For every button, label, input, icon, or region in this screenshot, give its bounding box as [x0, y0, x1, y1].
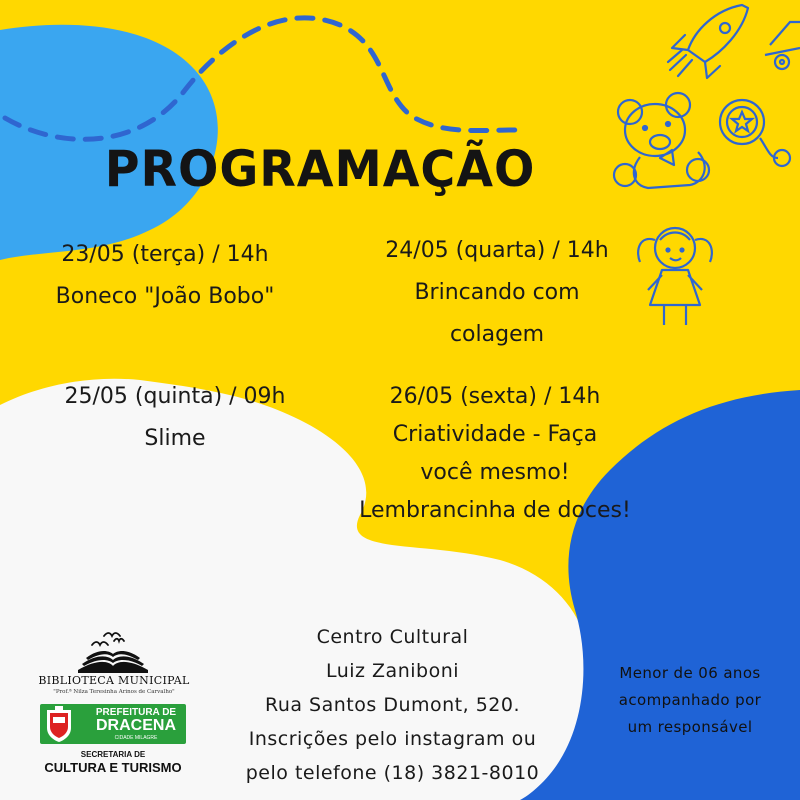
library-name: BIBLIOTECA MUNICIPAL — [38, 674, 190, 687]
event-2-activity-line-1: Brincando com — [414, 280, 580, 305]
event-1-activity: Boneco "João Bobo" — [55, 284, 275, 309]
event-1 — [0, 234, 330, 318]
event-3-activity: Slime — [144, 426, 206, 451]
age-note — [590, 660, 790, 741]
prefeitura-label: PREFEITURA DE — [95, 707, 177, 718]
location-line-2: Luiz Zaniboni — [325, 660, 460, 682]
event-3-date: 25/05 (quinta) / 09h — [64, 384, 286, 409]
secretaria-label: SECRETARIA DE — [80, 750, 146, 759]
age-note-line-2: acompanhado por — [618, 691, 762, 709]
event-4-activity-line-1: Criatividade - Faça — [392, 422, 598, 447]
prefeitura-tagline: CIDADE MILAGRE — [114, 735, 158, 741]
location-info — [220, 620, 565, 790]
location-line-1: Centro Cultural — [316, 626, 469, 648]
location-line-5: pelo telefone (18) 3821-8010 — [245, 762, 540, 784]
page-title: PROGRAMAÇÃO — [104, 140, 536, 198]
event-4 — [300, 378, 690, 530]
event-4-activity-line-3: Lembrancinha de doces! — [359, 498, 631, 523]
event-2-activity-line-2: colagem — [449, 322, 545, 347]
event-2-date: 24/05 (quarta) / 14h — [385, 238, 609, 263]
prefeitura-city: DRACENA — [96, 717, 176, 734]
event-4-date: 26/05 (sexta) / 14h — [389, 384, 601, 409]
age-note-line-3: um responsável — [627, 718, 753, 736]
event-2 — [342, 230, 652, 356]
location-line-3: Rua Santos Dumont, 520. — [264, 694, 520, 716]
library-subtitle: "Prof.ª Nilza Teresinha Arinos de Carvalho" — [53, 689, 175, 695]
secretaria-name: CULTURA E TURISMO — [44, 760, 182, 775]
location-line-4: Inscrições pelo instagram ou — [248, 728, 537, 750]
event-3 — [0, 376, 350, 460]
age-note-line-1: Menor de 06 anos — [619, 664, 761, 682]
event-4-activity-line-2: você mesmo! — [420, 460, 570, 485]
event-1-date: 23/05 (terça) / 14h — [61, 242, 269, 267]
